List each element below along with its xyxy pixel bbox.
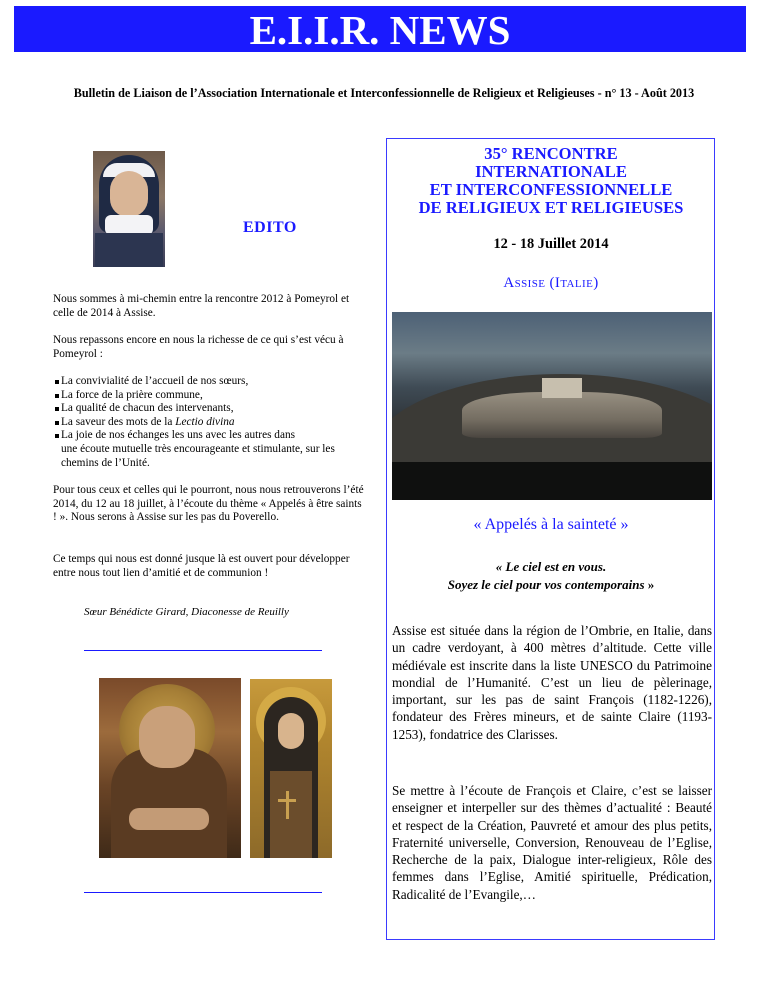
event-quote: « Le ciel est en vous. Soyez le ciel pour vos contemporains » [447,559,655,592]
saint-clare-icon-image [250,679,332,858]
divider [84,650,322,651]
divider [84,892,322,893]
newsletter-subtitle: Bulletin de Liaison de l’Association Internationale et Interconfessionnelle de Religieux et Religieuses - n° 13 - Août 2013 [73,86,695,100]
list-item: La joie de nos échanges les uns avec les autres dans [53,429,365,443]
list-item: La force de la prière commune, [53,389,365,403]
list-item: La saveur des mots de la Lectio divina [53,416,365,430]
list-item: La convivialité de l’accueil de nos sœurs, [53,375,365,389]
edito-bullet-list [53,375,365,470]
nun-portrait-photo [93,151,165,267]
edito-paragraph-1: Nous sommes à mi-chemin entre la rencontre 2012 à Pomeyrol et celle de 2014 à Assise. [53,293,350,319]
event-paragraph-1: Assise est située dans la région de l’Ombrie, en Italie, dans un cadre verdoyant, à 400 mètres d’altitude. Cette ville médiévale est inscrite dans la liste UNESCO du Patrimoine mondial de l’Humanité. C’est un lieu de pèlerinage, important, sur les pas de saint François (1182-1226), fondateur des Frères mineurs, et de sainte Claire (1193-1253), fondatrice des Clarisses. [392,623,712,742]
list-item-continuation: une écoute mutuelle très encourageante et stimulante, sur les chemins de l’Unité. [61,442,335,469]
event-place: Assise (Italie) [503,275,599,291]
event-dates: 12 - 18 Juillet 2014 [493,236,609,252]
newsletter-title-banner: E.I.I.R. NEWS [14,6,746,52]
lectio-divina-italic: Lectio divina [175,415,235,428]
saint-francis-icon-image [99,678,241,858]
assisi-landscape-photo [392,312,712,500]
edito-paragraph-2: Nous repassons encore en nous la richesse de ce qui s’est vécu à Pomeyrol : [53,334,344,360]
event-theme: « Appelés à la sainteté » [473,516,629,533]
event-title: 35° RENCONTRE INTERNATIONALE ET INTERCONFESSIONNELLE DE RELIGIEUX ET RELIGIEUSES [418,144,684,217]
edito-paragraph-4: Ce temps qui nous est donné jusque là est ouvert pour développer entre nous tout lien d’amitié et de communion ! [53,553,350,579]
edito-heading: EDITO [243,219,297,236]
list-item: La qualité de chacun des intervenants, [53,402,365,416]
edito-paragraph-3: Pour tous ceux et celles qui le pourront, nous nous retrouverons l’été 2014, du 12 au 18 juillet, à l’écoute du thème « Appelés à être saints ! ». Nous serons à Assise sur les pas du Poverello. [53,484,364,524]
edito-signature: Sœur Bénédicte Girard, Diaconesse de Reuilly [84,606,289,618]
event-paragraph-2: Se mettre à l’écoute de François et Claire, c’est se laisser enseigner et interpeller sur des thèmes d’actualité : Beauté et respect de la Création, Pauvreté et amour des plus petits, Fraternité universelle, Conversion, Renouveau de l’Eglise, Recherche de la paix, Dialogue inter-religieux, Rôle des femmes dans l’Eglise, Amitié spirituelle, Prédication, Radicalité de l’Evangile,… [392,783,712,902]
